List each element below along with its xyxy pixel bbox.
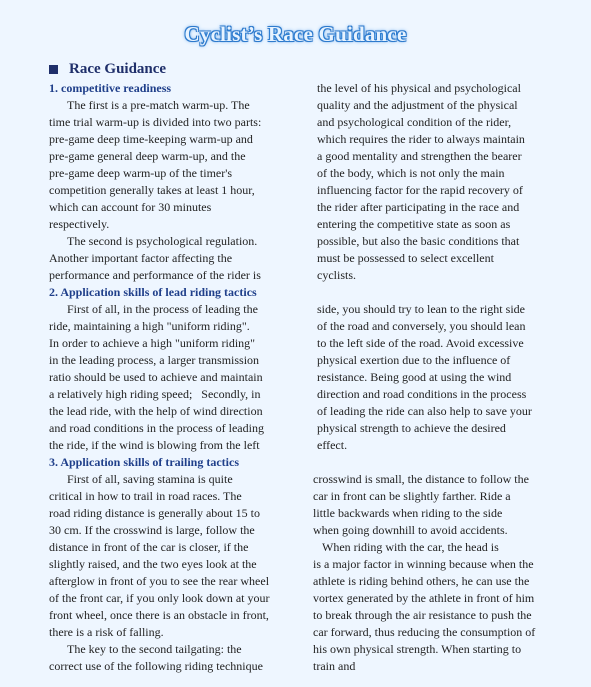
- text-line: distance in front of the car is closer, if the: [49, 540, 249, 554]
- text-line: in the leading process, a larger transmission: [49, 353, 260, 367]
- subheading: 1. competitive readiness: [49, 81, 172, 95]
- text-line: 30 cm. If the crosswind is large, follow the: [49, 523, 255, 537]
- text-line: effect.: [317, 438, 348, 452]
- text-line: direction and road conditions in the process: [317, 387, 527, 401]
- text-line: performance and performance of the rider is: [49, 268, 261, 282]
- text-line: train and: [313, 659, 356, 673]
- text-line: and road conditions in the process of leading: [49, 421, 264, 435]
- text-line: vortex generated by the athlete in front of him: [313, 591, 535, 605]
- text-line: road riding distance is generally about 15 to: [49, 506, 260, 520]
- text-line: slightly raised, and the two eyes look at the: [49, 557, 257, 571]
- text-line: quality and the adjustment of the physical: [317, 98, 518, 112]
- text-line: his own physical strength. When starting to: [313, 642, 522, 656]
- text-line: and psychological condition of the rider,: [317, 115, 512, 129]
- text-line: when going downhill to avoid accidents.: [313, 523, 508, 537]
- text-line: In order to achieve a high "uniform riding": [49, 336, 256, 350]
- text-line: the lead ride, with the help of wind direction: [49, 404, 263, 418]
- text-line: The second is psychological regulation.: [49, 234, 258, 248]
- text-line: pre-game deep warm-up of the timer's: [49, 166, 233, 180]
- text-line: a relatively high riding speed; Secondly, in: [49, 387, 261, 401]
- text-line: pre-game general deep warm-up, and the: [49, 149, 246, 163]
- text-line: physical exertion due to the influence of: [317, 353, 511, 367]
- text-line: First of all, in the process of leading the: [49, 302, 258, 316]
- text-line: side, you should try to lean to the right side: [317, 302, 525, 316]
- text-line: front wheel, once there is an obstacle in front,: [49, 608, 269, 622]
- text-line: the ride, if the wind is blowing from the left: [49, 438, 260, 452]
- text-line: of the body, which is not only the main: [317, 166, 505, 180]
- text-line: is a major factor in winning because when the: [313, 557, 534, 571]
- text-line: When riding with the car, the head is: [313, 540, 499, 554]
- text-line: athlete is riding behind others, he can use the: [313, 574, 530, 588]
- text-column-right-block1: [317, 80, 525, 284]
- text-line: crosswind is small, the distance to follow the: [313, 472, 529, 486]
- text-line: of leading the ride can also help to save your: [317, 404, 532, 418]
- text-line: resistance. Being good at using the wind: [317, 370, 512, 384]
- text-line: time trial warm-up is divided into two parts:: [49, 115, 262, 129]
- text-line: there is a risk of falling.: [49, 625, 164, 639]
- text-line: of the road and conversely, you should lean: [317, 319, 526, 333]
- text-line: to the left side of the road. Avoid excessive: [317, 336, 524, 350]
- text-line: The key to the second tailgating: the: [49, 642, 242, 656]
- text-line: of the front car, if you only look down at your: [49, 591, 270, 605]
- text-line: possible, but also the basic conditions that: [317, 234, 520, 248]
- text-line: Another important factor affecting the: [49, 251, 233, 265]
- section-heading: Race Guidance: [69, 60, 167, 77]
- text-line: must be possessed to select excellent: [317, 251, 494, 265]
- text-line: entering the competitive state as soon as: [317, 217, 511, 231]
- text-line: ratio should be used to achieve and maintain: [49, 370, 263, 384]
- text-line: critical in how to trail in road races. The: [49, 489, 242, 503]
- text-line: afterglow in front of you to see the rear wheel: [49, 574, 270, 588]
- text-line: the rider after participating in the race and: [317, 200, 520, 214]
- text-line: influencing factor for the rapid recovery of: [317, 183, 523, 197]
- text-line: car in front can be slightly farther. Ride a: [313, 489, 511, 503]
- text-line: pre-game deep time-keeping warm-up and: [49, 132, 253, 146]
- text-line: the level of his physical and psychological: [317, 81, 521, 95]
- text-column-left-block3: [49, 454, 269, 675]
- subheading: 3. Application skills of trailing tactics: [49, 455, 240, 469]
- text-column-right-block3: [313, 471, 535, 675]
- page-title: Cyclist’s Race Guidance: [184, 22, 407, 46]
- text-line: a good mentality and strengthen the bearer: [317, 149, 522, 163]
- text-line: correct use of the following riding technique: [49, 659, 263, 673]
- text-line: which requires the rider to always maintain: [317, 132, 525, 146]
- text-line: to break through the air resistance to push the: [313, 608, 532, 622]
- square-bullet-icon: [49, 65, 58, 74]
- text-line: ride, maintaining a high "uniform riding".: [49, 319, 250, 333]
- text-column-left-block1: [49, 80, 261, 284]
- section-header: [49, 59, 166, 79]
- text-line: competition generally takes at least 1 hour,: [49, 183, 255, 197]
- subheading: 2. Application skills of lead riding tactics: [49, 285, 257, 299]
- text-line: The first is a pre-match warm-up. The: [49, 98, 250, 112]
- text-line: First of all, saving stamina is quite: [49, 472, 233, 486]
- text-line: car forward, thus reducing the consumption of: [313, 625, 536, 639]
- text-line: cyclists.: [317, 268, 356, 282]
- text-line: respectively.: [49, 217, 110, 231]
- text-column-right-block2: [317, 301, 532, 454]
- text-line: physical strength to achieve the desired: [317, 421, 506, 435]
- text-line: which can account for 30 minutes: [49, 200, 212, 214]
- text-line: little backwards when riding to the side: [313, 506, 503, 520]
- text-column-left-block2: [49, 284, 264, 454]
